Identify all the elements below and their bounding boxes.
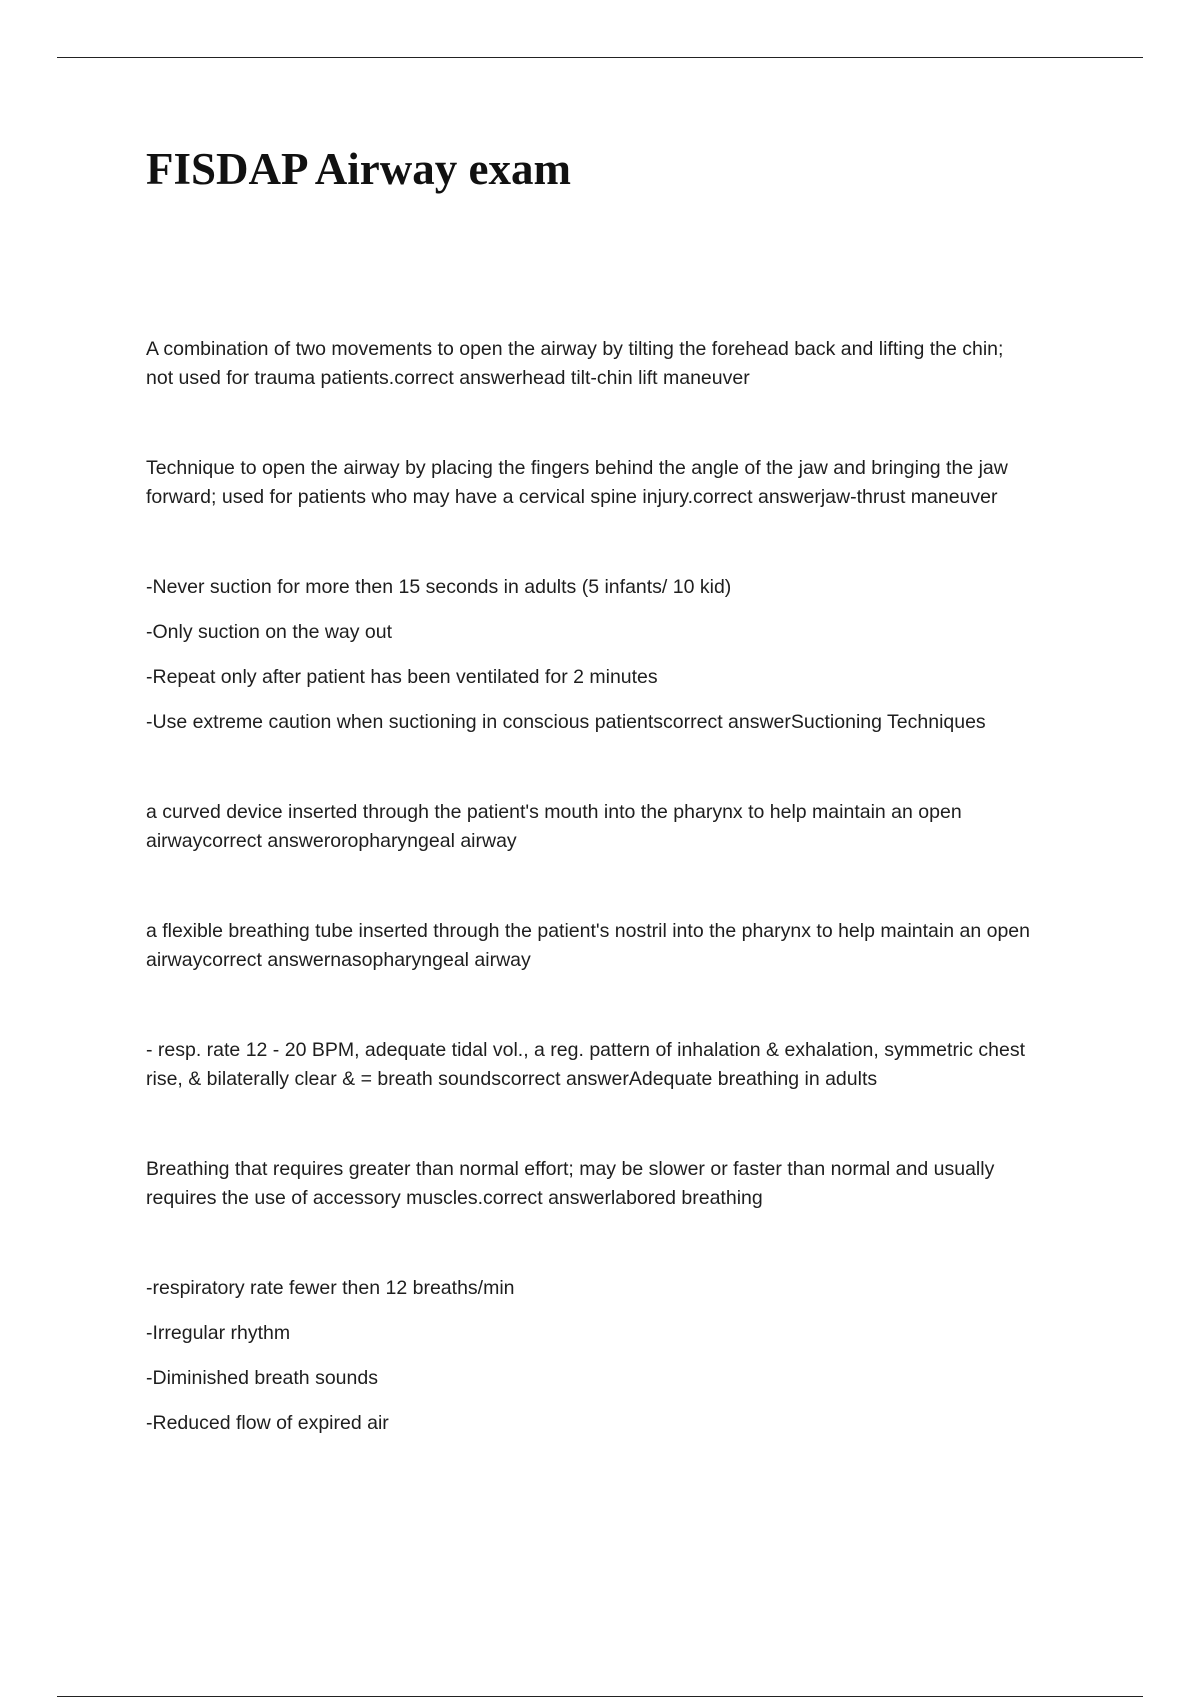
card-line: Breathing that requires greater than normal effort; may be slower or faster than normal and usually	[146, 1158, 995, 1180]
card-line: not used for trauma patients.correct answerhead tilt-chin lift maneuver	[146, 367, 750, 389]
card-line: - resp. rate 12 - 20 BPM, adequate tidal vol., a reg. pattern of inhalation & exhalation, symmetric chest	[146, 1039, 1026, 1061]
card-line: -Use extreme caution when suctioning in conscious patientscorrect answerSuctioning Techniques	[146, 711, 986, 733]
header-rule	[57, 57, 1143, 58]
card-line: requires the use of accessory muscles.correct answerlabored breathing	[146, 1187, 763, 1209]
flashcard-list	[146, 335, 1096, 1438]
card-line: -Diminished breath sounds	[146, 1367, 378, 1389]
flashcard-head-tilt-chin-lift	[146, 335, 1096, 393]
card-line: -respiratory rate fewer then 12 breaths/min	[146, 1277, 515, 1299]
flashcard-adequate-breathing	[146, 1036, 1096, 1094]
card-line: airwaycorrect answeroropharyngeal airway	[146, 830, 517, 852]
flashcard-oropharyngeal-airway	[146, 798, 1096, 856]
flashcard-labored-breathing	[146, 1155, 1096, 1213]
card-line: -Never suction for more then 15 seconds in adults (5 infants/ 10 kid)	[146, 576, 732, 598]
card-line: -Repeat only after patient has been ventilated for 2 minutes	[146, 666, 658, 688]
flashcard-suctioning-techniques	[146, 573, 1096, 737]
card-line: a flexible breathing tube inserted through the patient's nostril into the pharynx to help maintain an open	[146, 920, 1030, 942]
document-title: FISDAP Airway exam	[146, 144, 571, 194]
card-line: a curved device inserted through the patient's mouth into the pharynx to help maintain an open	[146, 801, 962, 823]
flashcard-nasopharyngeal-airway	[146, 917, 1096, 975]
flashcard-jaw-thrust	[146, 454, 1096, 512]
card-line: A combination of two movements to open the airway by tilting the forehead back and lifting the chin;	[146, 338, 1004, 360]
card-line: forward; used for patients who may have a cervical spine injury.correct answerjaw-thrust maneuver	[146, 486, 998, 508]
card-line: Technique to open the airway by placing the fingers behind the angle of the jaw and bringing the jaw	[146, 457, 1008, 479]
card-line: -Reduced flow of expired air	[146, 1412, 389, 1434]
flashcard-inadequate-breathing	[146, 1274, 1096, 1438]
card-line: airwaycorrect answernasopharyngeal airway	[146, 949, 531, 971]
card-line: rise, & bilaterally clear & = breath soundscorrect answerAdequate breathing in adults	[146, 1068, 878, 1090]
card-line: -Only suction on the way out	[146, 621, 393, 643]
footer-rule	[57, 1696, 1143, 1697]
card-line: -Irregular rhythm	[146, 1322, 291, 1344]
